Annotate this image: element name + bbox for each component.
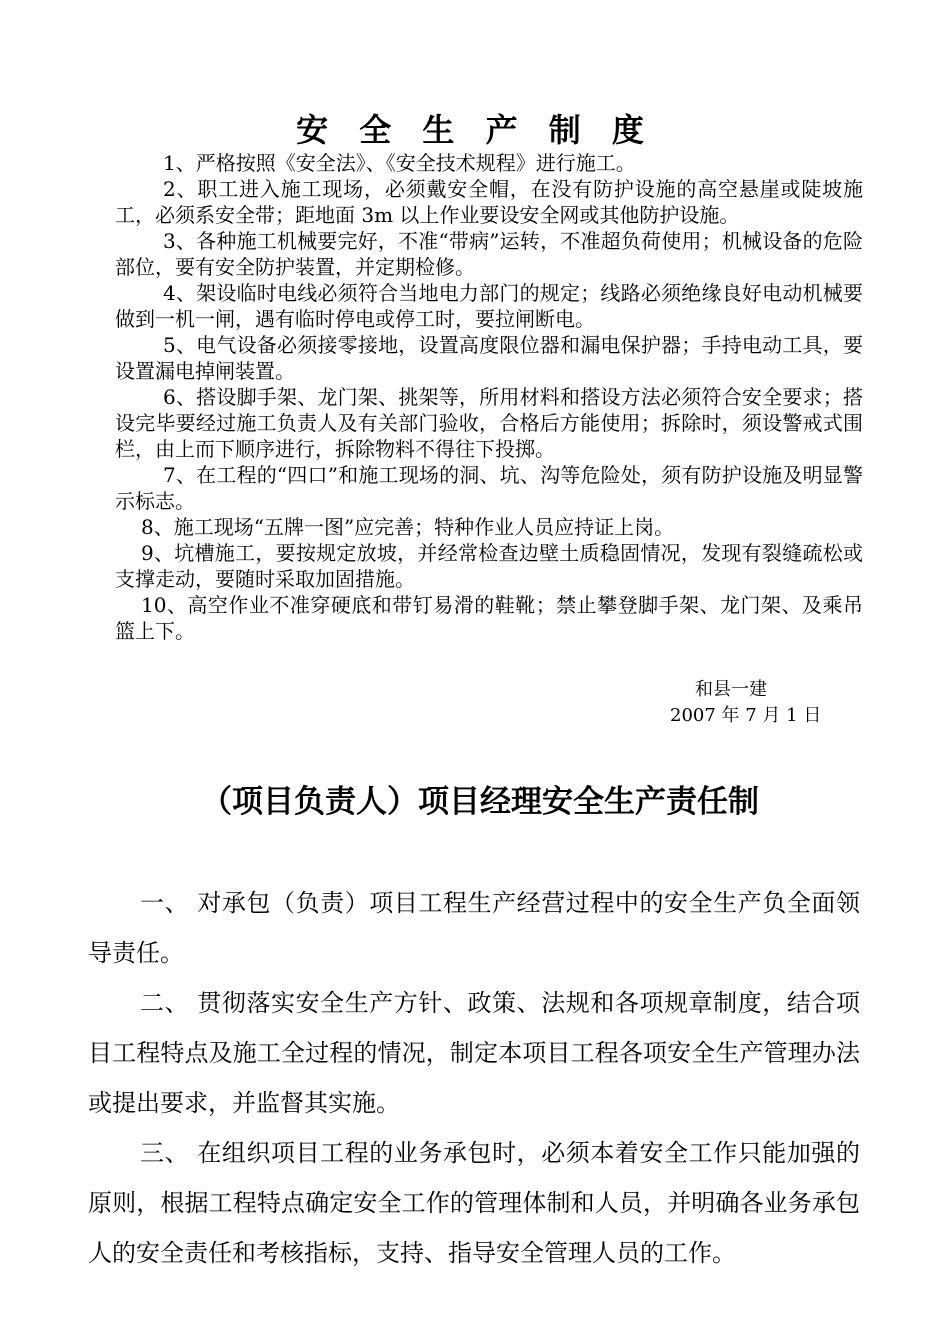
- rule-item: 2、职工进入施工现场，必须戴安全帽，在没有防护设施的高空悬崖或陡坡施工，必须系安全带；距地面 3m 以上作业要设安全网或其他防护设施。: [115, 177, 863, 227]
- safety-rules-list: [115, 150, 863, 644]
- signature-date: 2007 年 7 月 1 日: [670, 705, 822, 726]
- rule-item: 9、坑槽施工，要按规定放坡，并经常检查边壁土质稳固情况，发现有裂缝疏松或支撑走动，要随时采取加固措施。: [115, 541, 863, 591]
- signature-org: 和县一建: [695, 679, 767, 700]
- rule-item: 5、电气设备必须接零接地，设置高度限位器和漏电保护器；手持电动工具，要设置漏电掉闸装置。: [115, 333, 863, 383]
- duty-item: 一、 对承包（负责）项目工程生产经营过程中的安全生产负全面领导责任。: [88, 889, 860, 967]
- rule-item: 4、架设临时电线必须符合当地电力部门的规定；线路必须绝缘良好电动机械要做到一机一闸，遇有临时停电或停工时，要拉闸断电。: [115, 281, 863, 331]
- rule-item: 7、在工程的“四口”和施工现场的洞、坑、沟等危险处，须有防护设施及明显警示标志。: [115, 463, 863, 513]
- rule-item: 8、施工现场“五牌一图”应完善；特种作业人员应持证上岗。: [141, 515, 675, 539]
- rule-item: 3、各种施工机械要完好，不准“带病”运转，不准超负荷使用；机械设备的危险部位，要有安全防护装置，并定期检修。: [115, 229, 863, 279]
- document-title: 安 全 生 产 制 度: [296, 111, 654, 149]
- duties-list: [88, 878, 860, 1278]
- duty-item: 三、 在组织项目工程的业务承包时，必须本着安全工作只能加强的原则，根据工程特点确定安全工作的管理体制和人员，并明确各业务承包人的安全责任和考核指标，支持、指导安全管理人员的工作。: [88, 1139, 860, 1267]
- rule-item: 1、严格按照《安全法》、《安全技术规程》进行施工。: [163, 151, 636, 175]
- section-title: （项目负责人）项目经理安全生产责任制: [201, 784, 759, 820]
- rule-item: 6、搭设脚手架、龙门架、挑架等，所用材料和搭设方法必须符合安全要求；搭设完毕要经过施工负责人及有关部门验收，合格后方能使用；拆除时，须设警戒式围栏，由上而下顺序进行，拆除物料不得往下投掷。: [115, 385, 863, 461]
- duty-item: 二、 贯彻落实安全生产方针、政策、法规和各项规章制度，结合项目工程特点及施工全过程的情况，制定本项目工程各项安全生产管理办法或提出要求，并监督其实施。: [88, 989, 860, 1117]
- rule-item: 10、高空作业不准穿硬底和带钉易滑的鞋靴；禁止攀登脚手架、龙门架、及乘吊篮上下。: [115, 593, 863, 643]
